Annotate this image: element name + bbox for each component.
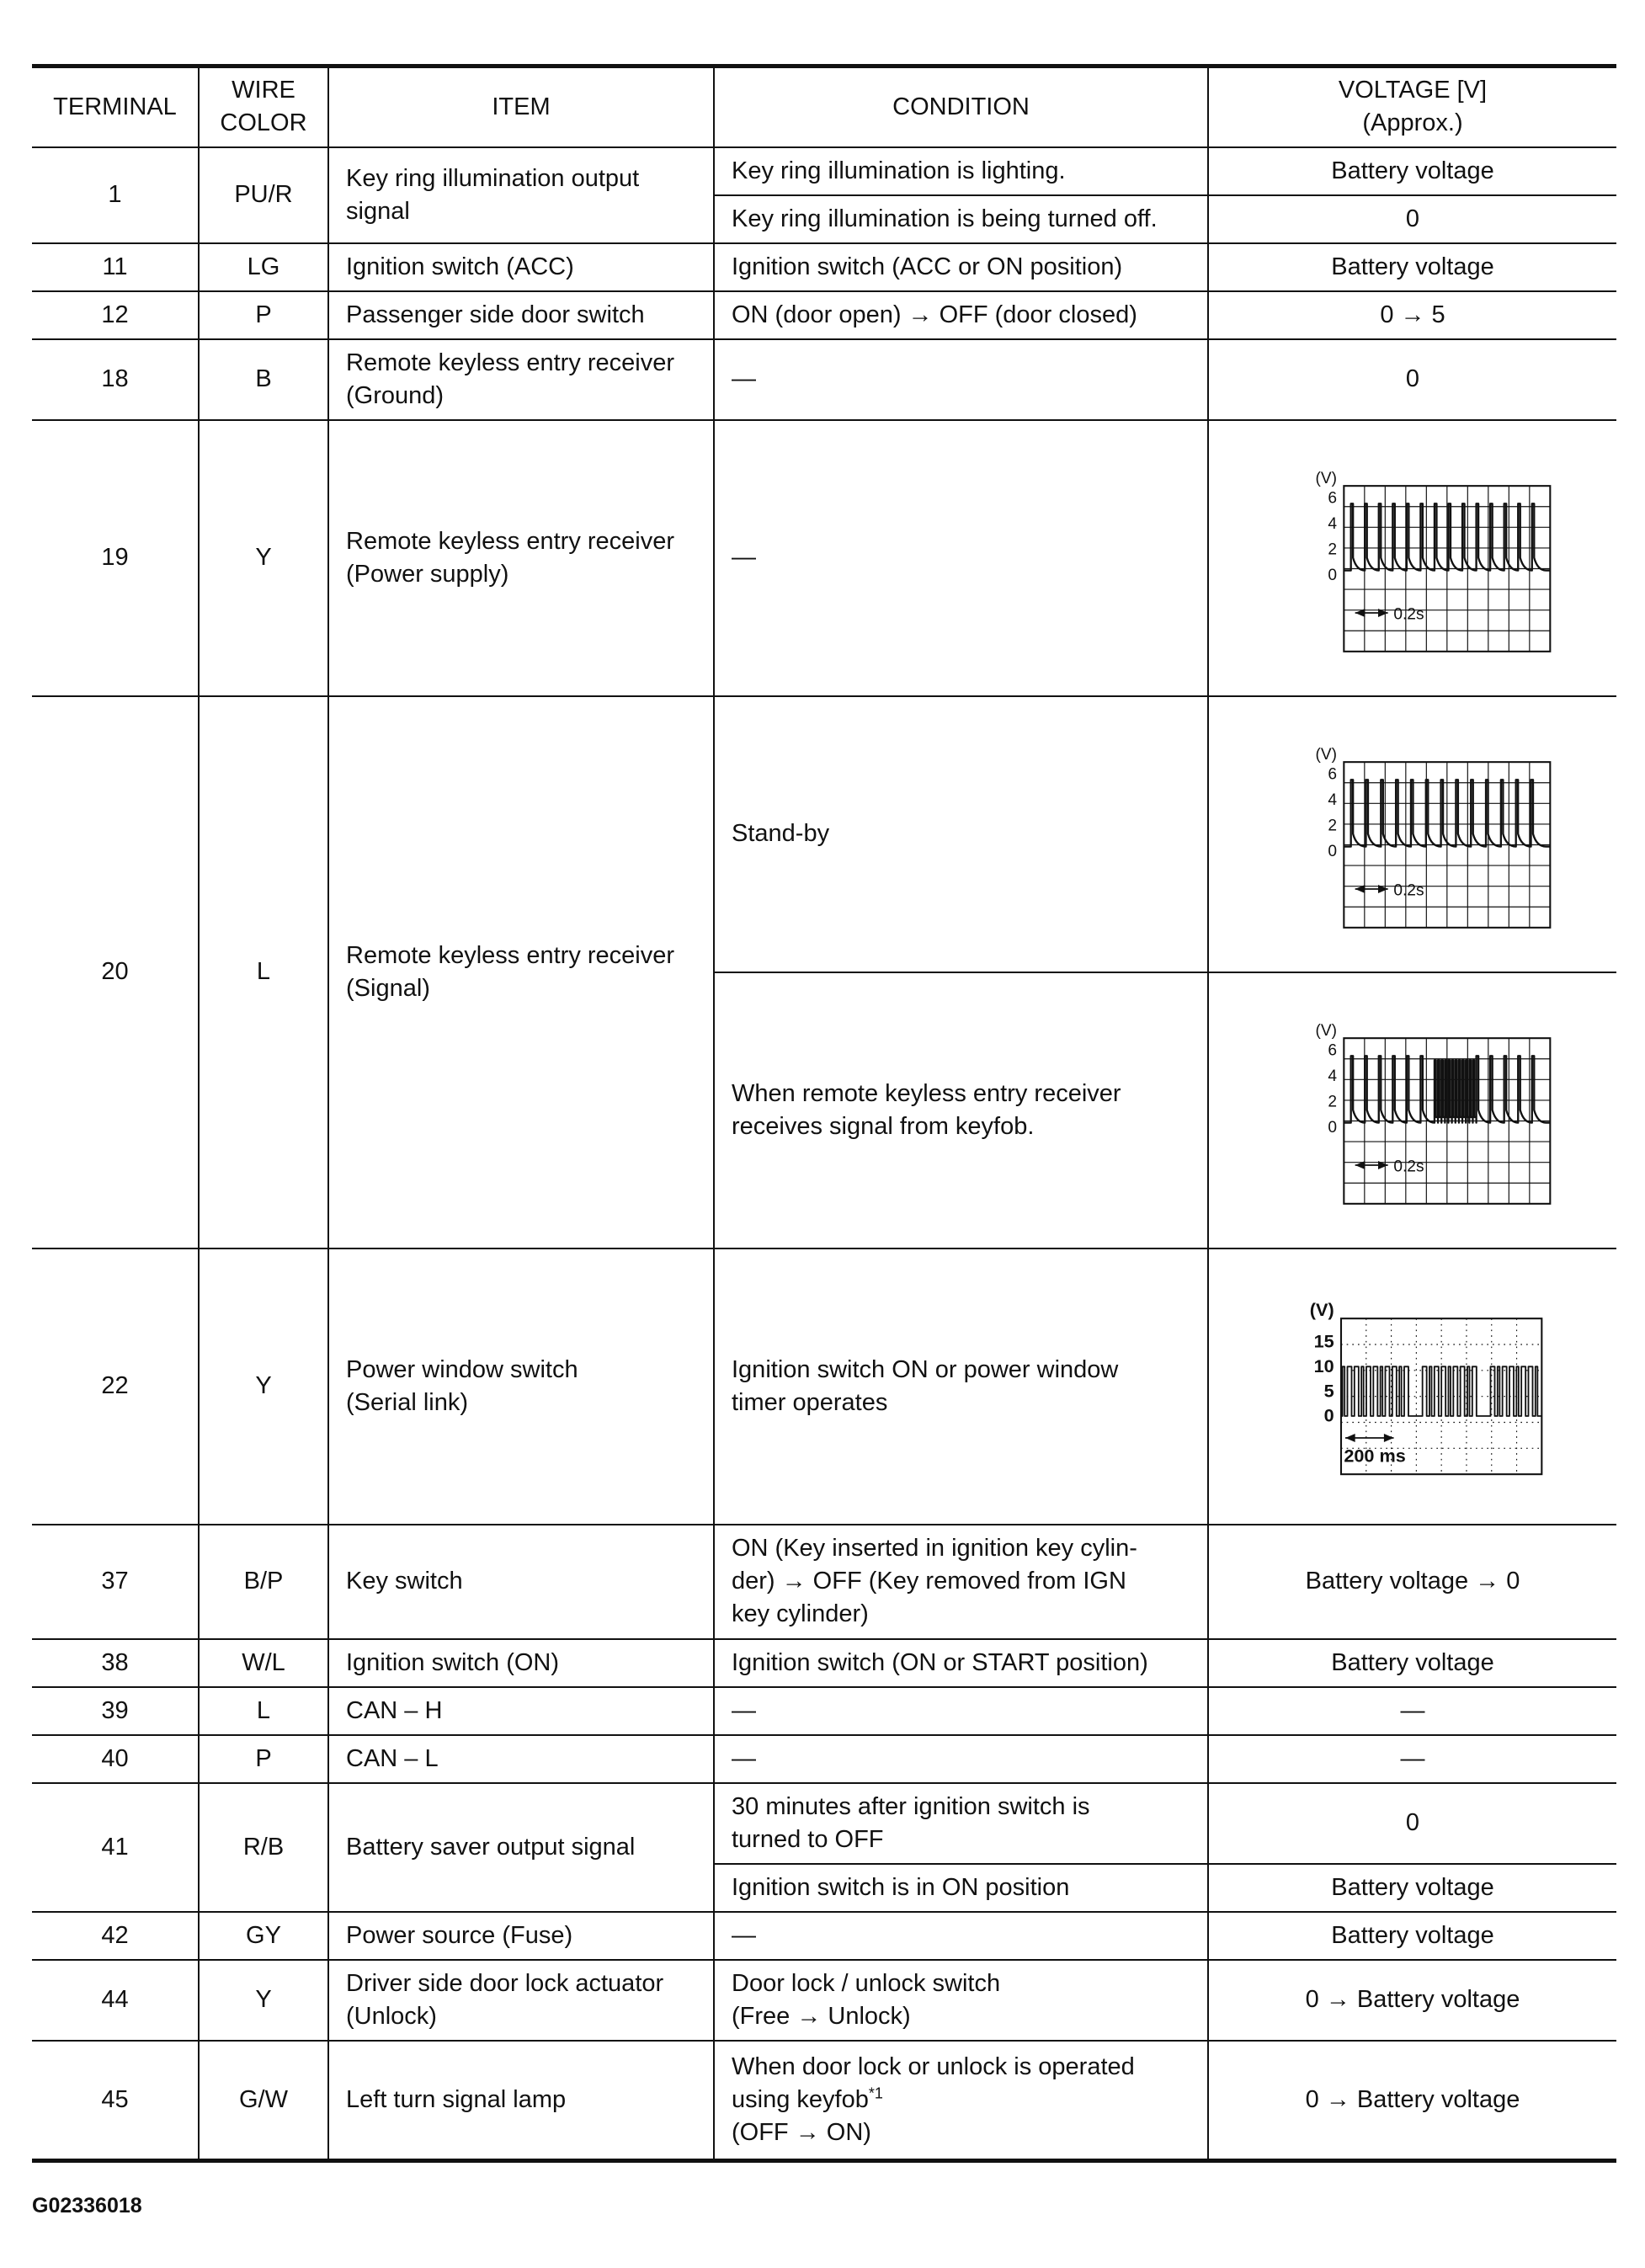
item-description: Ignition switch (ON) bbox=[328, 1639, 714, 1687]
voltage-value: 0 → Battery voltage bbox=[1208, 1960, 1616, 2041]
item-description: Remote keyless entry receiver (Ground) bbox=[328, 339, 714, 420]
table-row bbox=[32, 1912, 1616, 1960]
waveform-20-receiving bbox=[1265, 1001, 1560, 1220]
terminal-number: 40 bbox=[32, 1735, 199, 1783]
voltage-waveform-cell bbox=[1208, 420, 1616, 696]
scope-tick-label: 6 bbox=[1328, 1041, 1337, 1059]
header-wire-color: WIRE COLOR bbox=[199, 67, 328, 147]
waveform-20-standby bbox=[1265, 725, 1560, 944]
item-description: Remote keyless entry receiver (Power supply) bbox=[328, 420, 714, 696]
voltage-value: 0 bbox=[1208, 195, 1616, 243]
voltage-value: Battery voltage bbox=[1208, 1912, 1616, 1960]
voltage-value: 0 bbox=[1208, 339, 1616, 420]
wire-color: P bbox=[199, 291, 328, 339]
wire-color: LG bbox=[199, 243, 328, 291]
item-description: CAN – L bbox=[328, 1735, 714, 1783]
wire-color: R/B bbox=[199, 1783, 328, 1912]
terminal-number: 12 bbox=[32, 291, 199, 339]
header-voltage: VOLTAGE [V] (Approx.) bbox=[1208, 67, 1616, 147]
terminal-number: 18 bbox=[32, 339, 199, 420]
terminal-number: 20 bbox=[32, 696, 199, 1248]
scope-tick-label: 0 bbox=[1328, 566, 1337, 584]
condition: Key ring illumination is lighting. bbox=[714, 147, 1208, 195]
header-item: ITEM bbox=[328, 67, 714, 147]
wire-color: L bbox=[199, 1687, 328, 1735]
drawing-id: G02336018 bbox=[32, 2194, 142, 2217]
time-base-label: 0.2s bbox=[1393, 605, 1424, 623]
item-description: Battery saver output signal bbox=[328, 1783, 714, 1912]
condition: Key ring illumination is being turned off. bbox=[714, 195, 1208, 243]
scope-tick-label: 4 bbox=[1328, 1067, 1337, 1085]
scope-tick-label: 4 bbox=[1328, 514, 1337, 533]
item-description: Passenger side door switch bbox=[328, 291, 714, 339]
item-description: Key switch bbox=[328, 1525, 714, 1639]
wire-color: PU/R bbox=[199, 147, 328, 243]
item-description: Ignition switch (ACC) bbox=[328, 243, 714, 291]
condition: Ignition switch is in ON position bbox=[714, 1864, 1208, 1912]
voltage-value: 0 → 5 bbox=[1208, 291, 1616, 339]
condition: When remote keyless entry receiver receives signal from keyfob. bbox=[714, 972, 1208, 1248]
wire-color: Y bbox=[199, 1960, 328, 2041]
scope-tick-label: 0 bbox=[1328, 842, 1337, 860]
wire-color: B bbox=[199, 339, 328, 420]
voltage-value: 0 bbox=[1208, 1783, 1616, 1864]
scope-tick-label: 6 bbox=[1328, 488, 1337, 507]
condition: — bbox=[714, 1912, 1208, 1960]
wire-color: G/W bbox=[199, 2041, 328, 2161]
item-description: Power window switch (Serial link) bbox=[328, 1248, 714, 1525]
terminal-number: 22 bbox=[32, 1248, 199, 1525]
item-description: Left turn signal lamp bbox=[328, 2041, 714, 2161]
condition: Ignition switch (ON or START position) bbox=[714, 1639, 1208, 1687]
voltage-value: — bbox=[1208, 1687, 1616, 1735]
wire-color: Y bbox=[199, 420, 328, 696]
table-row bbox=[32, 243, 1616, 291]
header-row bbox=[32, 67, 1616, 147]
table-row bbox=[32, 1783, 1616, 1864]
wire-color: B/P bbox=[199, 1525, 328, 1639]
voltage-value: Battery voltage bbox=[1208, 1864, 1616, 1912]
condition: 30 minutes after ignition switch is turned to OFF bbox=[714, 1783, 1208, 1864]
time-marker-arrow-right bbox=[1384, 1434, 1394, 1442]
scope-tick-label: 0 bbox=[1328, 1118, 1337, 1137]
terminal-table bbox=[32, 64, 1616, 2163]
time-base-label: 0.2s bbox=[1393, 1158, 1424, 1175]
condition-line: (OFF → ON) bbox=[732, 2118, 871, 2146]
condition-line: using keyfob bbox=[732, 2085, 869, 2113]
voltage-value: Battery voltage bbox=[1208, 1639, 1616, 1687]
footnote-marker: *1 bbox=[868, 2084, 883, 2102]
table-row bbox=[32, 420, 1616, 696]
table-row bbox=[32, 2041, 1616, 2161]
item-description: Remote keyless entry receiver (Signal) bbox=[328, 696, 714, 1248]
terminal-number: 44 bbox=[32, 1960, 199, 2041]
scope-tick-label: 6 bbox=[1328, 764, 1337, 783]
condition: — bbox=[714, 420, 1208, 696]
scope-tick-label: 2 bbox=[1328, 1092, 1337, 1110]
table-row bbox=[32, 291, 1616, 339]
scope-tick-label: 0 bbox=[1323, 1404, 1334, 1426]
table-row bbox=[32, 1525, 1616, 1639]
waveform-19 bbox=[1265, 449, 1560, 668]
voltage-value: — bbox=[1208, 1735, 1616, 1783]
scope-unit-label: (V) bbox=[1309, 1298, 1334, 1320]
condition: — bbox=[714, 1735, 1208, 1783]
scope-trace bbox=[1344, 1056, 1550, 1122]
condition: ON (Key inserted in ignition key cylin- der) → OFF (Key removed from IGN key cylinder) bbox=[714, 1525, 1208, 1639]
terminal-number: 38 bbox=[32, 1639, 199, 1687]
condition: — bbox=[714, 1687, 1208, 1735]
scope-tick-label: 10 bbox=[1313, 1355, 1334, 1376]
wire-color: P bbox=[199, 1735, 328, 1783]
scope-tick-label: 4 bbox=[1328, 791, 1337, 809]
wire-color: Y bbox=[199, 1248, 328, 1525]
table-row bbox=[32, 1639, 1616, 1687]
terminal-number: 45 bbox=[32, 2041, 199, 2161]
header-condition: CONDITION bbox=[714, 67, 1208, 147]
table-row bbox=[32, 1248, 1616, 1525]
voltage-value: Battery voltage bbox=[1208, 243, 1616, 291]
condition: — bbox=[714, 339, 1208, 420]
terminal-number: 39 bbox=[32, 1687, 199, 1735]
table-row bbox=[32, 1960, 1616, 2041]
scope-trace bbox=[1341, 1366, 1541, 1416]
scope-tick-label: 2 bbox=[1328, 540, 1337, 558]
table-row bbox=[32, 147, 1616, 195]
voltage-waveform-cell bbox=[1208, 696, 1616, 972]
terminal-number: 1 bbox=[32, 147, 199, 243]
item-description: Driver side door lock actuator (Unlock) bbox=[328, 1960, 714, 2041]
voltage-waveform-cell bbox=[1208, 972, 1616, 1248]
item-description: CAN – H bbox=[328, 1687, 714, 1735]
table-row bbox=[32, 339, 1616, 420]
condition: Door lock / unlock switch (Free → Unlock) bbox=[714, 1960, 1208, 2041]
item-description: Key ring illumination output signal bbox=[328, 147, 714, 243]
table-row bbox=[32, 1735, 1616, 1783]
condition: Ignition switch ON or power window timer operates bbox=[714, 1248, 1208, 1525]
time-base-label: 200 ms bbox=[1344, 1444, 1406, 1466]
wire-color: W/L bbox=[199, 1639, 328, 1687]
condition bbox=[714, 2041, 1208, 2161]
voltage-waveform-cell bbox=[1208, 1248, 1616, 1525]
wire-color: L bbox=[199, 696, 328, 1248]
terminal-number: 42 bbox=[32, 1912, 199, 1960]
time-base-label: 0.2s bbox=[1393, 881, 1424, 899]
condition-line: When door lock or unlock is operated bbox=[732, 2052, 1135, 2080]
scope-tick-label: 5 bbox=[1323, 1379, 1334, 1401]
scope-tick-label: 2 bbox=[1328, 816, 1337, 834]
item-description: Power source (Fuse) bbox=[328, 1912, 714, 1960]
table-row bbox=[32, 1687, 1616, 1735]
scope-tick-label: 15 bbox=[1313, 1330, 1334, 1352]
condition: Ignition switch (ACC or ON position) bbox=[714, 243, 1208, 291]
time-marker-arrow-left bbox=[1345, 1434, 1355, 1442]
terminal-number: 37 bbox=[32, 1525, 199, 1639]
scope-unit-label: (V) bbox=[1315, 1021, 1337, 1040]
voltage-value: Battery voltage → 0 bbox=[1208, 1525, 1616, 1639]
scope-unit-label: (V) bbox=[1315, 745, 1337, 764]
condition: Stand-by bbox=[714, 696, 1208, 972]
terminal-voltage-table-page bbox=[32, 64, 1616, 2163]
voltage-value: Battery voltage bbox=[1208, 147, 1616, 195]
terminal-number: 11 bbox=[32, 243, 199, 291]
waveform-22-serial-link bbox=[1265, 1277, 1560, 1496]
wire-color: GY bbox=[199, 1912, 328, 1960]
condition: ON (door open) → OFF (door closed) bbox=[714, 291, 1208, 339]
scope-unit-label: (V) bbox=[1315, 469, 1337, 487]
terminal-number: 41 bbox=[32, 1783, 199, 1912]
header-terminal: TERMINAL bbox=[32, 67, 199, 147]
table-row bbox=[32, 696, 1616, 972]
voltage-value: 0 → Battery voltage bbox=[1208, 2041, 1616, 2161]
terminal-number: 19 bbox=[32, 420, 199, 696]
